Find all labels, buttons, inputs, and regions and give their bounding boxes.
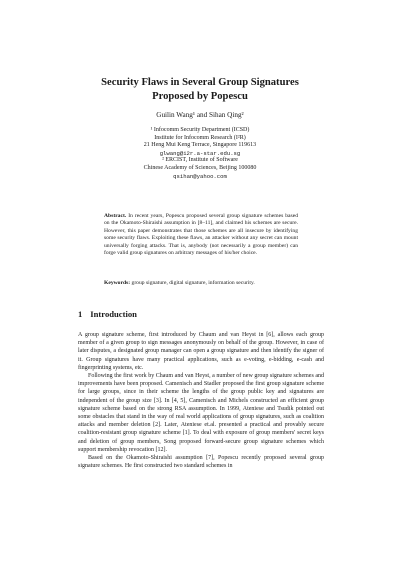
title-line-1: Security Flaws in Several Group Signatures [101, 77, 299, 88]
section-number: 1 [78, 309, 83, 319]
affiliation-2-email: qsihan@yahoo.com [173, 172, 227, 180]
keywords [104, 280, 298, 287]
paper-title [60, 76, 340, 104]
keywords-text: group signature, digital signature, information security. [131, 280, 255, 286]
affiliation-1-line-1: ¹ Infocomm Security Department (ICSD) [150, 127, 250, 133]
section-body [78, 331, 324, 470]
paragraph-2: Following the first work by Chaum and van Heyst, a number of new group signature schemes and improvements have been proposed. Camenisch and Stadler proposed the first group signature scheme for large groups, since in their scheme the lengths of the group public key and signatures are independent of the group size [3]. In [4, 5], Camenisch and Michels constructed an efficient group signature scheme based on the strong RSA assumption. In 1999, Ateniese and Tsudik pointed out some obstacles that stand in the way of real world applications of group signatures, such as coalition attacks and member deletion [2]. Later, Ateniese et.al. presented a practical and provably secure coalition-resistant group signature scheme [1]. To deal with exposure of group members' secret keys and deletion of group members, Song proposed forward-secure group signature schemes which support membership revocation [12]. [78, 373, 324, 453]
affiliations [80, 127, 320, 180]
section-title: Introduction [90, 309, 137, 319]
abstract [104, 213, 298, 257]
affiliation-2-line-2: Chinese Academy of Sciences, Beijing 100080 [143, 164, 257, 171]
abstract-label: Abstract. [104, 213, 127, 219]
affiliation-1-line-2: Institute for Infocomm Research (I²R) [154, 134, 246, 141]
affiliation-1-email: glwang@i2r.a-star.edu.sg [159, 149, 241, 157]
paragraph-3: Based on the Okamoto-Shiraishi assumption [7], Popescu recently proposed several group signature schemes. He first constructed two standard schemes in [78, 455, 324, 470]
section-heading [78, 309, 137, 320]
paragraph-1: A group signature scheme, first introduced by Chaum and van Heyst in [6], allows each group member of a given group to sign messages anonymously on behalf of the group. However, in case of later disputes, a designated group manager can open a group signature and then identify the signer of it. Group signatures have many practical applications, such as e-voting, e-bidding, e-cash and fingerprinting systems, etc. [78, 332, 324, 371]
keywords-label: Keywords: [104, 280, 131, 286]
title-line-2: Proposed by Popescu [152, 91, 248, 102]
affiliation-1-line-3: 21 Heng Mui Keng Terrace, Singapore 119613 [143, 142, 257, 149]
author-list: Guilin Wang¹ and Sihan Qing² [156, 111, 244, 119]
abstract-text: In recent years, Popescu proposed several group signature schemes based on the Okamoto-Shiraishi assumption in [8–11], and claimed his schemes are secure. However, this paper demonstrates that those schemes are all insecure by identifying some security flaws. Exploiting these flaws, an attacker without any secret can mount universally forging attacks. That is, anybody (not necessarily a group member) can forge valid group signatures on arbitrary messages of his/her choice. [104, 213, 299, 257]
affiliation-2-line-1: ² ERCIST, Institute of Software [162, 157, 238, 164]
